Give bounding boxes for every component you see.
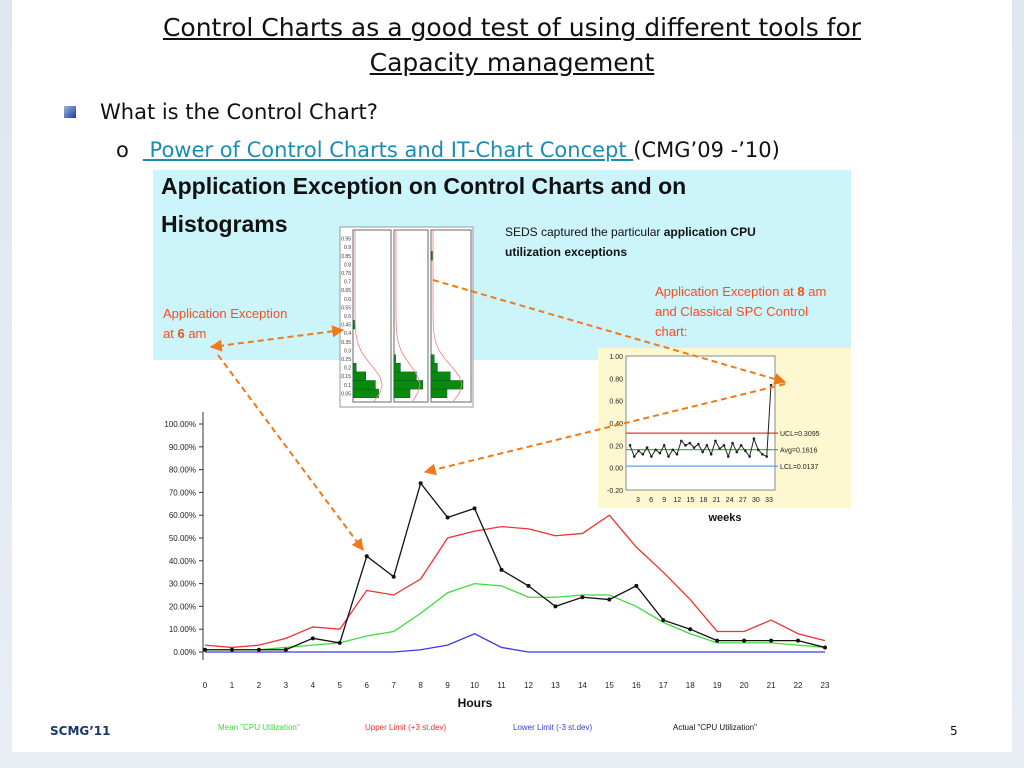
spc-data-point [680,440,683,443]
spc-data-point [744,450,747,453]
histogram-bar [353,372,366,381]
histogram-bar [394,355,396,364]
spc-x-axis-label: weeks [708,512,742,524]
data-point [526,584,530,588]
spc-x-tick-label: 9 [662,497,667,504]
histogram-tick-label: 0.6 [344,296,351,303]
data-point [284,648,288,652]
control-charts-link[interactable]: Power of Control Charts and IT-Chart Concept [142,138,634,162]
histogram-bar [353,320,355,329]
x-tick-label: 4 [310,681,316,690]
seds-note-line2: utilization exceptions [505,245,628,259]
y-tick-label: 10.00% [168,625,196,635]
data-point [230,648,234,652]
histogram-tick-label: 0.95 [341,236,351,243]
histogram-tick-label: 0.45 [341,322,351,329]
x-tick-label: 5 [337,681,343,690]
spc-reference-label: LCL=0.0137 [780,464,819,472]
data-point [392,575,396,579]
data-point [742,639,746,643]
x-tick-label: 14 [577,681,587,690]
spc-data-point [629,444,632,447]
x-tick-label: 3 [283,681,289,690]
histogram-tick-label: 0.7 [344,279,351,286]
spc-data-point [667,455,670,458]
histogram-bar [353,381,375,390]
seds-note-line1-b: application CPU [663,225,756,239]
spc-reference-label: Avg=0.1616 [780,447,818,455]
y-tick-label: 70.00% [168,488,196,498]
histogram-tick-label: 0.65 [341,288,351,295]
circle-bullet-icon: o [116,138,129,162]
spc-y-tick-label: -0.20 [607,488,623,495]
series-line [205,584,825,650]
spc-x-tick-label: 21 [712,497,721,504]
spc-data-point [718,447,721,450]
x-tick-label: 22 [793,681,803,690]
data-point [769,639,773,643]
spc-x-tick-label: 24 [725,497,734,504]
data-point [634,584,638,588]
left-annotation-line2 [163,326,206,341]
x-tick-label: 6 [364,681,369,690]
histogram-bar [431,389,447,398]
x-axis-label: Hours [457,696,493,710]
legend-entry: Mean "CPU Utilization" [218,723,300,732]
histogram-tick-label: 0.8 [344,262,351,269]
data-point [203,648,207,652]
spc-data-point [770,384,773,387]
spc-data-point [633,455,636,458]
data-point [715,639,719,643]
spc-data-point [637,450,640,453]
histogram-tick-label: 0.75 [341,271,351,277]
spc-x-tick-label: 3 [636,497,640,504]
histogram-bar [353,363,356,372]
histogram-tick-label: 0.55 [341,305,351,312]
seds-note-line1-a: SEDS captured the particular [505,225,664,239]
y-tick-label: 20.00% [168,602,196,612]
data-point [661,618,665,622]
spc-x-tick-label: 15 [686,497,695,504]
histogram-tick-label: 0.15 [341,374,351,381]
spc-data-point [650,455,653,458]
spc-data-point [757,449,760,452]
spc-data-point [723,444,726,447]
histogram-tick-label: 0.35 [341,339,351,346]
histogram-tick-label: 0.5 [344,314,351,320]
spc-x-tick-label: 12 [673,497,682,504]
spc-y-tick-label: 0.80 [609,376,623,384]
histogram-bar [394,363,400,372]
histogram-tick-label: 0.05 [341,391,351,398]
y-tick-label: 80.00% [168,465,196,475]
x-tick-label: 1 [229,681,235,690]
spc-y-tick-label: 0.60 [609,398,623,406]
x-tick-label: 18 [685,681,695,690]
spc-data-point [663,444,666,447]
y-tick-label: 100.00% [164,420,196,429]
x-tick-label: 11 [497,681,506,690]
left-annot-b: 6 [177,326,185,341]
x-tick-label: 12 [524,681,533,690]
histogram-tick-label: 0.3 [344,348,351,355]
histogram-bar [353,389,379,398]
histogram-bar [431,355,434,364]
bullet-text: What is the Control Chart? [100,100,378,124]
spc-data-point [731,442,734,445]
histogram-tick-label: 0.4 [344,331,351,338]
data-point [823,645,827,649]
embedded-figure [153,170,851,738]
spc-data-point [714,440,717,443]
spc-data-point [646,446,649,449]
x-tick-label: 21 [766,681,776,690]
spc-x-tick-label: 33 [765,497,773,504]
x-tick-label: 19 [712,681,722,690]
spc-data-point [736,451,739,454]
sub-bullet [116,138,780,162]
spc-x-tick-label: 30 [752,497,760,504]
legend-entry: Lower Limit (-3 st.dev) [513,723,593,732]
data-point [500,568,504,572]
left-annot-c: am [184,326,207,341]
x-tick-label: 0 [202,681,208,690]
histogram-bar [431,381,463,390]
histogram-bar [431,252,433,261]
x-tick-label: 7 [391,681,396,690]
spc-data-point [753,437,756,440]
spc-data-point [740,444,743,447]
right-annotation-line3: chart: [655,324,688,339]
spc-data-point [671,449,674,452]
spc-data-point [693,446,696,449]
right-annot-a: Application Exception at [655,284,798,299]
right-annot-b: 8 [797,284,805,299]
histogram-bar [431,363,437,372]
spc-data-point [710,453,713,456]
slide-title-line1: Control Charts as a good test of using different tools for [162,13,862,42]
spc-data-point [697,443,700,446]
spc-data-point [701,451,704,454]
data-point [338,641,342,645]
y-tick-label: 90.00% [168,442,196,452]
legend-entry: Actual "CPU Utilization" [673,723,757,732]
spc-y-tick-label: 0.00 [609,465,623,473]
data-point [796,639,800,643]
y-tick-label: 0.00% [173,648,196,657]
figure-heading-line2: Histograms [161,211,288,237]
legend-entry: Upper Limit (+3 st.dev) [365,723,447,732]
right-annotation-line2: and Classical SPC Control [655,304,809,319]
spc-x-tick-label: 18 [699,497,708,504]
histogram-tick-label: 0.1 [344,382,351,389]
spc-data-point [706,444,709,447]
x-tick-label: 13 [550,681,560,690]
spc-data-point [684,444,687,447]
x-tick-label: 2 [256,681,262,690]
slide-title-line2: Capacity management [369,48,655,77]
data-point [365,554,369,558]
data-point [553,604,557,608]
spc-data-point [761,453,764,456]
data-point [257,648,261,652]
spc-data-point [727,455,730,458]
histogram-tick-label: 0.2 [344,365,351,372]
left-annot-a: at [163,326,178,341]
data-point [419,481,423,485]
histogram-bar [394,372,416,381]
data-point [580,595,584,599]
figure-heading-line1: Application Exception on Control Charts and on [161,173,687,199]
histogram-tick-label: 0.85 [341,253,351,260]
page-number: 5 [950,724,958,738]
x-tick-label: 17 [658,681,668,690]
spc-data-point [765,455,768,458]
x-tick-label: 20 [739,681,749,690]
data-point [311,636,315,640]
histogram-tick-label: 0.25 [341,357,351,363]
histogram-tick-label: 0.9 [344,245,351,252]
x-tick-label: 8 [418,681,423,690]
histogram-bar [394,389,410,398]
spc-data-point [748,455,751,458]
right-annotation-line1 [655,284,826,299]
series-line [205,483,825,649]
x-tick-label: 9 [445,681,450,690]
spc-plot-area [626,356,775,490]
spc-x-tick-label: 27 [738,497,747,504]
data-point [473,506,477,510]
seds-note-line1 [505,225,756,239]
y-tick-label: 30.00% [168,579,196,589]
x-tick-label: 15 [604,681,614,690]
data-point [688,627,692,631]
series-line [205,515,825,647]
x-tick-label: 23 [820,681,830,690]
data-point [607,598,611,602]
spc-data-point [676,453,679,456]
spc-reference-label: UCL=0.3095 [780,431,820,439]
y-tick-label: 60.00% [168,511,196,521]
histogram-bar [394,381,423,390]
spc-data-point [642,453,645,456]
right-annot-c: am [804,284,827,299]
figure-svg [153,170,851,738]
spc-data-point [689,442,692,445]
bullet-what-is-control-chart [64,100,378,124]
histograms [340,227,473,407]
spc-y-tick-label: 1.00 [609,354,623,361]
sub-bullet-suffix: (CMG’09 -’10) [633,138,780,162]
square-bullet-icon [64,106,76,118]
x-tick-label: 16 [631,681,641,690]
spc-x-tick-label: 6 [649,497,654,504]
y-tick-label: 40.00% [168,556,196,566]
data-point [446,515,450,519]
footer-left: SCMG’11 [50,724,111,738]
spc-data-point [659,452,662,455]
spc-data-point [654,449,657,452]
y-tick-label: 50.00% [168,534,196,543]
spc-y-tick-label: 0.20 [609,443,623,451]
x-tick-label: 10 [470,681,480,690]
spc-y-tick-label: 0.40 [609,421,623,428]
left-annotation-line1: Application Exception [163,306,288,321]
slide-title [60,10,964,80]
histogram-bar [431,372,450,381]
